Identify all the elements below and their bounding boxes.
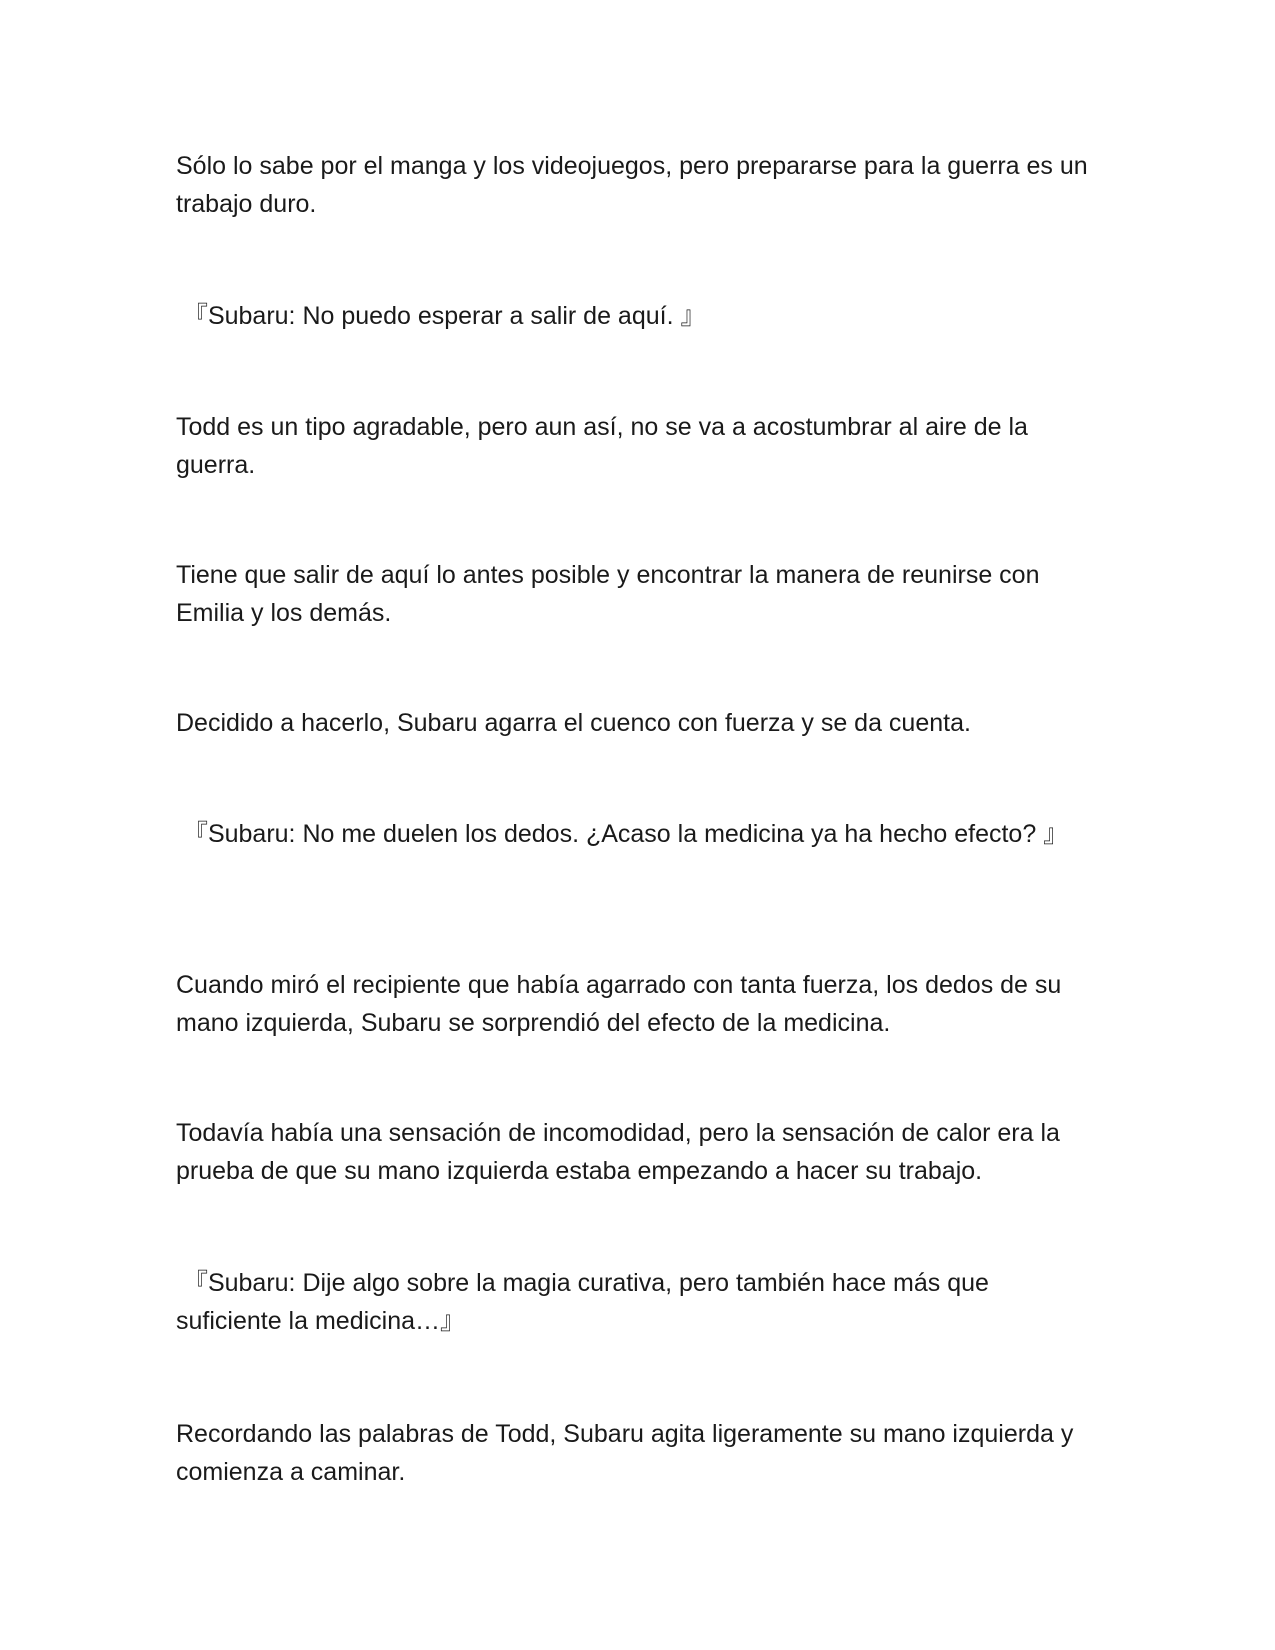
paragraph-10: Recordando las palabras de Todd, Subaru agita ligeramente su mano izquierda y comienza a caminar. (176, 1420, 1074, 1486)
paragraph-1: Sólo lo sabe por el manga y los videojuegos, pero prepararse para la guerra es un trabajo duro. (176, 152, 1088, 218)
paragraph-8: Todavía había una sensación de incomodidad, pero la sensación de calor era la prueba de que su mano izquierda estaba empezando a hacer su trabajo. (176, 1119, 1060, 1185)
paragraph-7: Cuando miró el recipiente que había agarrado con tanta fuerza, los dedos de su mano izquierda, Subaru se sorprendió del efecto de la medicina. (176, 971, 1062, 1037)
paragraph-5: Decidido a hacerlo, Subaru agarra el cuenco con fuerza y se da cuenta. (176, 709, 971, 737)
paragraph-9: 『Subaru: Dije algo sobre la magia curativa, pero también hace más que suficiente la medicina…』 (176, 1269, 989, 1335)
paragraph-6: 『Subaru: No me duelen los dedos. ¿Acaso la medicina ya ha hecho efecto? 』 (176, 820, 1069, 848)
paragraph-4: Tiene que salir de aquí lo antes posible y encontrar la manera de reunirse con Emilia y los demás. (176, 561, 1040, 627)
paragraph-2: 『Subaru: No puedo esperar a salir de aquí. 』 (176, 302, 706, 330)
paragraph-3: Todd es un tipo agradable, pero aun así, no se va a acostumbrar al aire de la guerra. (176, 413, 1028, 479)
